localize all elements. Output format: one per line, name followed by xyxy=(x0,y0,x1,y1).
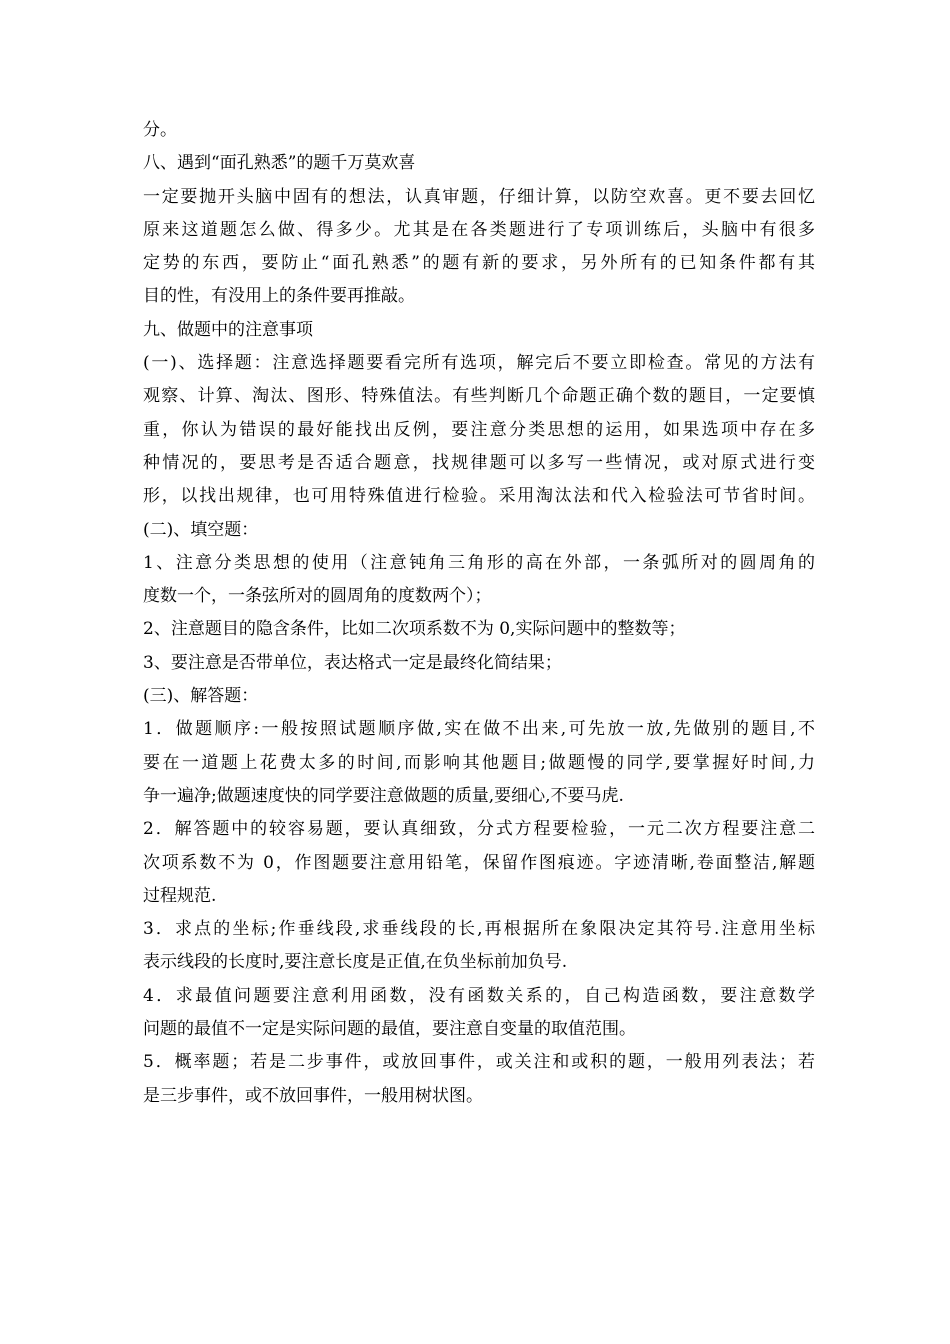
text-line: 原来这道题怎么做、得多少。尤其是在各类题进行了专项训练后，头脑中有很多 xyxy=(143,219,815,240)
text-line: 3．求点的坐标;作垂线段,求垂线段的长,再根据所在象限决定其符号.注意用坐标 xyxy=(143,919,815,940)
section-heading: 九、做题中的注意事项 xyxy=(143,319,313,340)
subsection-heading: (二)、填空题： xyxy=(143,519,259,540)
subsection-heading: (三)、解答题： xyxy=(143,686,259,707)
text-line: 度数一个，一条弦所对的圆周角的度数两个）； xyxy=(143,586,492,607)
text-line: 定势的东西，要防止“面孔熟悉”的题有新的要求，另外所有的已知条件都有其 xyxy=(143,253,815,274)
text-line: 形，以找出规律，也可用特殊值进行检验。采用淘汰法和代入检验法可节省时间。 xyxy=(143,486,815,507)
text-line: 1．做题顺序:一般按照试题顺序做,实在做不出来,可先放一放,先做别的题目,不 xyxy=(143,719,815,740)
text-line: 目的性，有没用上的条件要再推敲。 xyxy=(143,286,415,307)
text-line: 1、注意分类思想的使用（注意钝角三角形的高在外部，一条弧所对的圆周角的 xyxy=(143,552,815,573)
text-line: 3、要注意是否带单位，表达格式一定是最终化简结果； xyxy=(143,652,562,673)
text-line: 2、注意题目的隐含条件，比如二次项系数不为 0,实际问题中的整数等； xyxy=(143,619,686,640)
text-line: 5．概率题；若是二步事件，或放回事件，或关注和或积的题，一般用列表法；若 xyxy=(143,1052,815,1073)
text-line: 分。 xyxy=(143,120,177,140)
text-line: 次项系数不为 0，作图题要注意用铅笔，保留作图痕迹。字迹清晰,卷面整洁,解题 xyxy=(143,852,815,873)
section-heading: 八、遇到“面孔熟悉”的题千万莫欢喜 xyxy=(143,153,416,174)
text-line: 2．解答题中的较容易题，要认真细致，分式方程要检验，一元二次方程要注意二 xyxy=(143,819,815,840)
text-line: 重，你认为错误的最好能找出反例，要注意分类思想的运用，如果选项中存在多 xyxy=(143,419,815,440)
text-line: 一定要抛开头脑中固有的想法，认真审题，仔细计算，以防空欢喜。更不要去回忆 xyxy=(143,186,815,207)
text-line: 观察、计算、淘汰、图形、特殊值法。有些判断几个命题正确个数的题目，一定要慎 xyxy=(143,386,815,407)
document-page xyxy=(143,114,815,1113)
text-line: 问题的最值不一定是实际问题的最值，要注意自变量的取值范围。 xyxy=(143,1019,636,1040)
text-line: 4．求最值问题要注意利用函数，没有函数关系的，自己构造函数，要注意数学 xyxy=(143,985,815,1006)
text-line: 表示线段的长度时,要注意长度是正值,在负坐标前加负号. xyxy=(143,952,568,973)
text-line: 要在一道题上花费太多的时间,而影响其他题目;做题慢的同学,要掌握好时间,力 xyxy=(143,752,815,773)
text-line: 种情况的，要思考是否适合题意，找规律题可以多写一些情况，或对原式进行变 xyxy=(143,452,815,473)
text-line: (一)、选择题：注意选择题要看完所有选项，解完后不要立即检查。常见的方法有 xyxy=(143,353,815,374)
text-line: 争一遍净;做题速度快的同学要注意做题的质量,要细心,不要马虎. xyxy=(143,785,624,806)
text-line: 是三步事件，或不放回事件，一般用树状图。 xyxy=(143,1085,483,1106)
text-line: 过程规范. xyxy=(143,885,217,906)
